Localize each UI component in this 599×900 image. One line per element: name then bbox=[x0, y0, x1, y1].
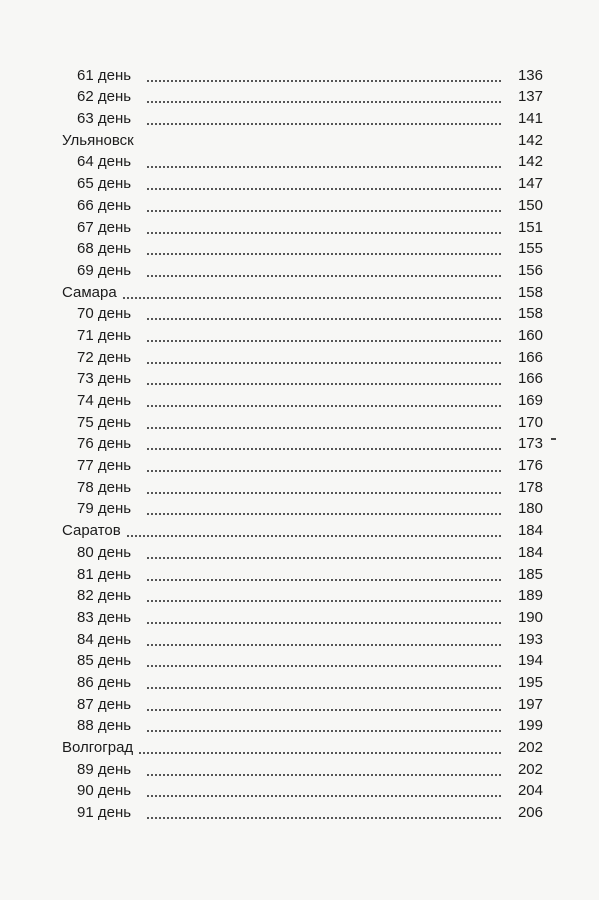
toc-leader-dots bbox=[147, 362, 501, 364]
toc-page-number: 199 bbox=[517, 717, 543, 735]
toc-leader-dots bbox=[147, 340, 501, 342]
toc-city-entry bbox=[0, 519, 599, 541]
toc-entry-label: 80 день bbox=[77, 543, 132, 561]
toc-day-entry bbox=[0, 585, 599, 607]
toc-entry-label: 65 день bbox=[77, 175, 132, 193]
toc-entry-label: 75 день bbox=[77, 413, 132, 431]
toc-entry-label: 85 день bbox=[77, 652, 132, 670]
toc-entry-label: 61 день bbox=[77, 66, 132, 84]
toc-day-entry bbox=[0, 194, 599, 216]
toc-page-number: 178 bbox=[517, 478, 543, 496]
table-of-contents bbox=[0, 64, 599, 823]
toc-entry-label: 91 день bbox=[77, 804, 132, 822]
toc-entry-label: 81 день bbox=[77, 565, 132, 583]
toc-entry-label: 84 день bbox=[77, 630, 132, 648]
toc-entry-label: 86 день bbox=[77, 673, 132, 691]
toc-leader-dots bbox=[147, 405, 501, 407]
toc-entry-label: 74 день bbox=[77, 392, 132, 409]
toc-page-number: 142 bbox=[517, 131, 543, 149]
toc-entry-label: 67 день bbox=[77, 218, 132, 236]
toc-page-number: 156 bbox=[517, 261, 543, 279]
toc-page-number: 176 bbox=[517, 457, 543, 475]
toc-page-number: 202 bbox=[517, 760, 543, 778]
toc-day-entry bbox=[0, 650, 599, 672]
toc-leader-dots bbox=[123, 297, 501, 299]
toc-entry-label: Ульяновск bbox=[62, 131, 134, 149]
printing-mark bbox=[551, 438, 556, 440]
toc-day-entry bbox=[0, 64, 599, 86]
toc-city-entry bbox=[0, 129, 599, 151]
toc-day-entry bbox=[0, 454, 599, 476]
toc-leader-dots bbox=[147, 448, 501, 450]
toc-entry-label: 88 день bbox=[77, 717, 132, 735]
toc-leader-dots bbox=[147, 253, 501, 255]
toc-page-number: 190 bbox=[517, 608, 543, 626]
toc-day-entry bbox=[0, 476, 599, 498]
toc-page-number: 147 bbox=[517, 175, 543, 193]
toc-day-entry bbox=[0, 715, 599, 737]
toc-entry-label: 87 день bbox=[77, 695, 132, 713]
toc-entry-label: 71 день bbox=[77, 326, 132, 344]
toc-day-entry bbox=[0, 86, 599, 108]
toc-page-number: 173 bbox=[517, 435, 543, 453]
toc-day-entry bbox=[0, 107, 599, 129]
toc-day-entry bbox=[0, 606, 599, 628]
toc-day-entry bbox=[0, 368, 599, 390]
toc-page-number: 158 bbox=[517, 283, 543, 301]
toc-day-entry bbox=[0, 498, 599, 520]
toc-day-entry bbox=[0, 758, 599, 780]
toc-leader-dots bbox=[139, 752, 501, 754]
toc-entry-label: 90 день bbox=[77, 782, 132, 800]
toc-page-number: 141 bbox=[517, 110, 543, 128]
toc-page-number: 184 bbox=[517, 522, 543, 540]
toc-leader-dots bbox=[147, 709, 501, 711]
toc-entry-label: 78 день bbox=[77, 478, 132, 496]
toc-day-entry bbox=[0, 389, 599, 411]
toc-day-entry bbox=[0, 151, 599, 173]
toc-entry-label: Волгоград bbox=[62, 739, 134, 756]
toc-day-entry bbox=[0, 238, 599, 260]
toc-city-entry bbox=[0, 281, 599, 303]
toc-page-number: 150 bbox=[517, 196, 543, 214]
toc-day-entry bbox=[0, 303, 599, 325]
toc-entry-label: 63 день bbox=[77, 110, 132, 128]
toc-entry-label: 76 день bbox=[77, 435, 132, 453]
toc-page-number: 189 bbox=[517, 587, 543, 605]
toc-entry-label: 82 день bbox=[77, 587, 132, 605]
toc-page-number: 197 bbox=[517, 695, 543, 713]
toc-page-number: 194 bbox=[517, 652, 543, 670]
toc-entry-label: 72 день bbox=[77, 348, 132, 366]
toc-entry-label: 77 день bbox=[77, 457, 132, 475]
toc-leader-dots bbox=[147, 513, 501, 515]
toc-day-entry bbox=[0, 628, 599, 650]
toc-day-entry bbox=[0, 780, 599, 802]
toc-entry-label: 79 день bbox=[77, 500, 132, 518]
toc-leader-dots bbox=[147, 687, 501, 689]
toc-page-number: 160 bbox=[517, 326, 543, 344]
toc-leader-dots bbox=[147, 492, 501, 494]
toc-leader-dots bbox=[147, 730, 501, 732]
toc-leader-dots bbox=[147, 275, 501, 277]
toc-page-number: 142 bbox=[517, 153, 543, 171]
toc-page-number: 206 bbox=[517, 804, 543, 822]
toc-page-number: 137 bbox=[517, 88, 543, 106]
toc-leader-dots bbox=[147, 795, 501, 797]
toc-entry-label: Самара bbox=[62, 283, 117, 301]
toc-leader-dots bbox=[147, 318, 501, 320]
toc-leader-dots bbox=[147, 210, 501, 212]
toc-day-entry bbox=[0, 671, 599, 693]
toc-entry-label: 66 день bbox=[77, 196, 132, 214]
toc-leader-dots bbox=[147, 101, 501, 103]
toc-day-entry bbox=[0, 693, 599, 715]
toc-leader-dots bbox=[147, 622, 501, 624]
toc-leader-dots bbox=[147, 427, 501, 429]
toc-leader-dots bbox=[147, 600, 501, 602]
toc-entry-label: 64 день bbox=[77, 153, 132, 171]
toc-day-entry bbox=[0, 801, 599, 823]
toc-entry-label: Саратов bbox=[62, 522, 121, 540]
toc-page-number: 195 bbox=[517, 673, 543, 691]
toc-leader-dots bbox=[147, 817, 501, 819]
toc-leader-dots bbox=[147, 383, 501, 385]
toc-leader-dots bbox=[147, 470, 501, 472]
toc-page-number: 184 bbox=[517, 543, 543, 561]
toc-leader-dots bbox=[147, 232, 501, 234]
toc-page-number: 204 bbox=[517, 782, 543, 800]
toc-page-number: 136 bbox=[517, 66, 543, 84]
toc-page-number: 151 bbox=[517, 218, 543, 236]
toc-leader-dots bbox=[147, 188, 501, 190]
toc-page-number: 180 bbox=[517, 500, 543, 518]
toc-entry-label: 69 день bbox=[77, 261, 132, 279]
toc-entry-label: 83 день bbox=[77, 608, 132, 626]
toc-page-number: 158 bbox=[517, 305, 543, 323]
toc-entry-label: 68 день bbox=[77, 240, 132, 258]
toc-page-number: 155 bbox=[517, 240, 543, 258]
toc-day-entry bbox=[0, 216, 599, 238]
toc-leader-dots bbox=[147, 774, 501, 776]
toc-day-entry bbox=[0, 324, 599, 346]
toc-day-entry bbox=[0, 433, 599, 455]
toc-entry-label: 62 день bbox=[77, 88, 132, 106]
toc-day-entry bbox=[0, 172, 599, 194]
toc-leader-dots bbox=[147, 644, 501, 646]
toc-city-entry bbox=[0, 736, 599, 758]
toc-page-number: 166 bbox=[517, 348, 543, 366]
toc-leader-dots bbox=[147, 80, 501, 82]
toc-day-entry bbox=[0, 411, 599, 433]
toc-leader-dots bbox=[147, 557, 501, 559]
toc-leader-dots bbox=[147, 579, 501, 581]
toc-day-entry bbox=[0, 541, 599, 563]
toc-entry-label: 73 день bbox=[77, 370, 132, 388]
toc-entry-label: 70 день bbox=[77, 305, 132, 323]
toc-leader-dots bbox=[147, 665, 501, 667]
toc-leader-dots bbox=[147, 123, 501, 125]
toc-day-entry bbox=[0, 563, 599, 585]
toc-day-entry bbox=[0, 259, 599, 281]
toc-leader-dots bbox=[127, 535, 501, 537]
toc-page-number: 166 bbox=[517, 370, 543, 388]
toc-entry-label: 89 день bbox=[77, 760, 132, 778]
toc-leader-dots bbox=[147, 166, 501, 168]
toc-day-entry bbox=[0, 346, 599, 368]
toc-page-number: 202 bbox=[517, 739, 543, 756]
toc-page-number: 193 bbox=[517, 630, 543, 648]
toc-page-number: 169 bbox=[517, 392, 543, 409]
toc-page-number: 185 bbox=[517, 565, 543, 583]
toc-page-number: 170 bbox=[517, 413, 543, 431]
